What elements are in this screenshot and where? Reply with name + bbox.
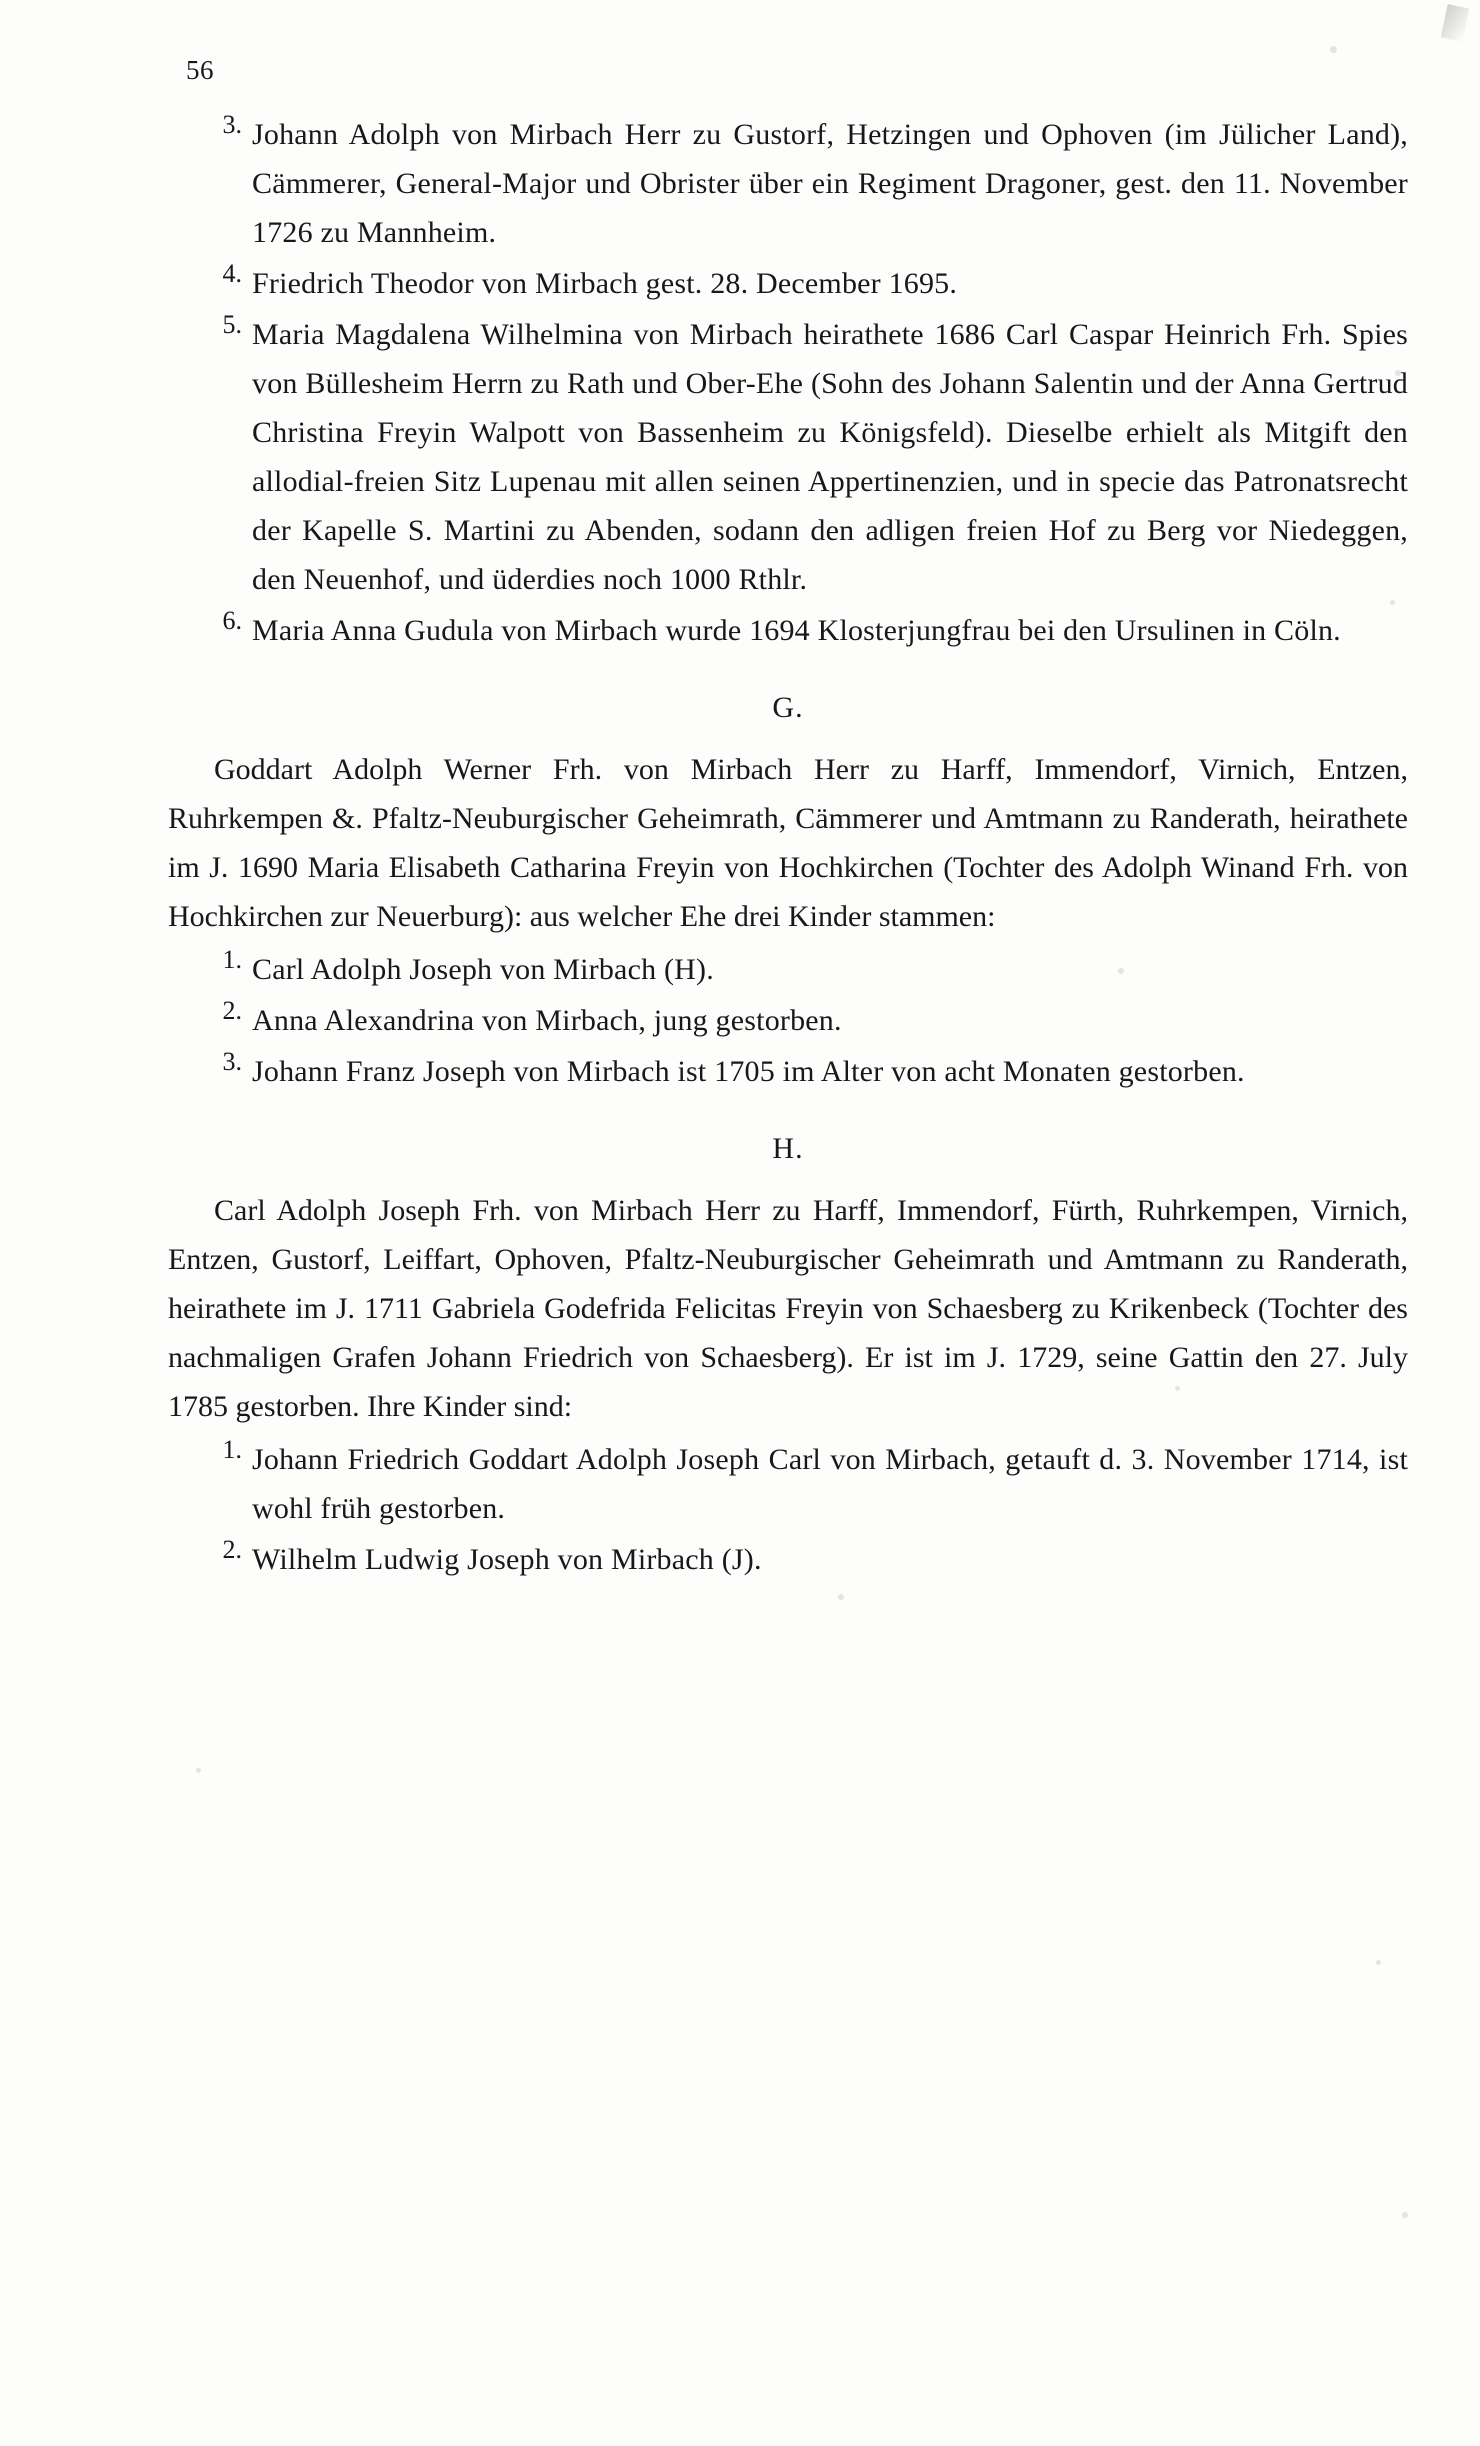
numbered-list-section-h	[168, 1435, 1408, 1584]
list-item	[168, 259, 1408, 308]
list-item	[168, 1435, 1408, 1533]
section-heading-h: H.	[772, 1132, 804, 1165]
list-item	[168, 110, 1408, 257]
list-item-marker: 1.	[222, 1435, 242, 1464]
list-item	[168, 945, 1408, 994]
scan-speck	[196, 1768, 201, 1773]
section-heading-g: G.	[772, 691, 804, 724]
list-item	[168, 1535, 1408, 1584]
list-item-marker: 3.	[222, 110, 242, 139]
list-item	[168, 606, 1408, 655]
list-item-text: Maria Magdalena Wilhelmina von Mirbach heirathete 1686 Carl Caspar Heinrich Frh. Spies von Büllesheim Herrn zu Rath und Ober-Ehe (Sohn des Johann Salentin und der Anna Gertrud Christina Freyin Walpott von Bassenheim zu Königsfeld). Dieselbe erhielt als Mitgift den allodial-freien Sitz Lupenau mit allen seinen Appertinenzien, und in specie das Patronatsrecht der Kapelle S. Martini zu Abenden, sodann den adligen freien Hof zu Berg vor Niedeggen, den Neuenhof, und üderdies noch 1000 Rthlr.	[252, 318, 1408, 596]
list-item-text: Anna Alexandrina von Mirbach, jung gestorben.	[252, 1004, 842, 1037]
list-item-text: Johann Adolph von Mirbach Herr zu Gustorf, Hetzingen und Ophoven (im Jülicher Land), Cämmerer, General-Major und Obrister über ein Regiment Dragoner, gest. den 11. November 1726 zu Mannheim.	[252, 118, 1408, 249]
list-item-marker: 3.	[222, 1047, 242, 1076]
list-item-text: Carl Adolph Joseph von Mirbach (H).	[252, 953, 714, 986]
numbered-list-section-g	[168, 945, 1408, 1096]
list-item-text: Wilhelm Ludwig Joseph von Mirbach (J).	[252, 1543, 762, 1576]
list-item-text: Maria Anna Gudula von Mirbach wurde 1694 Klosterjungfrau bei den Ursulinen in Cöln.	[252, 614, 1341, 647]
list-item-text: Friedrich Theodor von Mirbach gest. 28. December 1695.	[252, 267, 958, 300]
scan-speck	[838, 1594, 844, 1600]
list-item-marker: 5.	[222, 310, 242, 339]
list-item-text: Johann Franz Joseph von Mirbach ist 1705 im Alter von acht Monaten gestorben.	[252, 1055, 1245, 1088]
scan-speck	[1376, 1960, 1381, 1965]
list-item-text: Johann Friedrich Goddart Adolph Joseph Carl von Mirbach, getauft d. 3. November 1714, ist wohl früh gestorben.	[252, 1443, 1408, 1525]
scan-speck	[1402, 2212, 1408, 2218]
list-item	[168, 1047, 1408, 1096]
section-h-paragraph: Carl Adolph Joseph Frh. von Mirbach Herr zu Harff, Immendorf, Fürth, Ruhrkempen, Virnich, Entzen, Gustorf, Leiffart, Ophoven, Pfaltz-Neuburgischer Geheimrath und Amtmann zu Randerath, heirathete im J. 1711 Gabriela Godefrida Felicitas Freyin von Schaesberg zu Krikenbeck (Tochter des nachmaligen Grafen Johann Friedrich von Schaesberg). Er ist im J. 1729, seine Gattin den 27. July 1785 gestorben. Ihre Kinder sind:	[168, 1194, 1408, 1423]
list-item	[168, 996, 1408, 1045]
page-content	[168, 110, 1408, 1586]
scan-edge-artifact	[1441, 4, 1470, 42]
section-g-paragraph: Goddart Adolph Werner Frh. von Mirbach Herr zu Harff, Immendorf, Virnich, Entzen, Ruhrkempen &. Pfaltz-Neuburgischer Geheimrath, Cämmerer und Amtmann zu Randerath, heirathete im J. 1690 Maria Elisabeth Catharina Freyin von Hochkirchen (Tochter des Adolph Winand Frh. von Hochkirchen zur Neuerburg): aus welcher Ehe drei Kinder stammen:	[168, 753, 1408, 933]
scan-speck	[1330, 46, 1337, 53]
page-number: 56	[186, 55, 214, 85]
list-item-marker: 6.	[222, 606, 242, 635]
list-item-marker: 2.	[222, 1535, 242, 1564]
list-item-marker: 1.	[222, 945, 242, 974]
list-item-marker: 2.	[222, 996, 242, 1025]
list-item	[168, 310, 1408, 604]
list-item-marker: 4.	[222, 259, 242, 288]
numbered-list-primary	[168, 110, 1408, 655]
